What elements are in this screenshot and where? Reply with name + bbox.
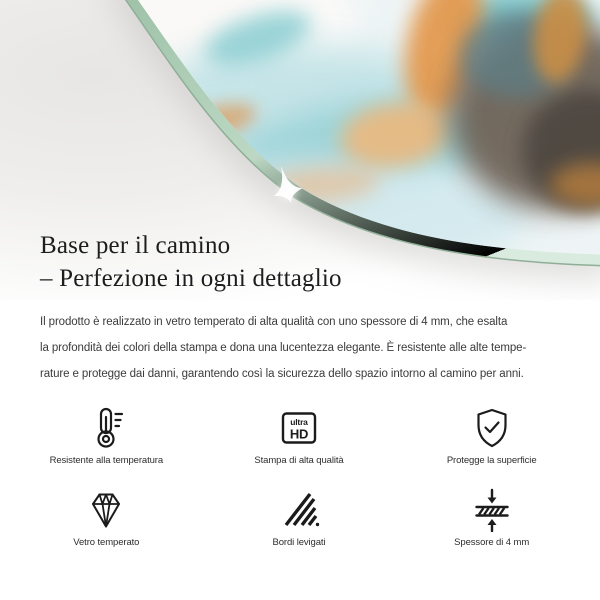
feature-label: Stampa di alta qualità (254, 455, 344, 466)
feature-grid (10, 404, 588, 554)
polished-edges-icon (277, 486, 321, 534)
description-line: Il prodotto è realizzato in vetro temperato di alta qualità con uno spessore di 4 mm, che esalta (40, 316, 508, 328)
feature-protection (395, 404, 588, 472)
feature-thickness (395, 486, 588, 554)
page-title (40, 229, 342, 295)
thermometer-icon (84, 404, 128, 452)
ultra-hd-icon (277, 404, 321, 452)
feature-label: Spessore di 4 mm (454, 537, 530, 548)
description-line: la profondità dei colori della stampa e dona una lucentezza elegante. È resistente alle alte tempe- (40, 342, 527, 354)
product-description (40, 309, 570, 387)
thickness-icon (470, 486, 514, 534)
description-line: rature e protegge dai danni, garantendo così la sicurezza dello spazio intorno al camino per anni. (40, 368, 524, 380)
title-line-2: – Perfezione in ogni dettaglio (40, 265, 342, 292)
feature-temperature (10, 404, 203, 472)
feature-polished-edges (203, 486, 396, 554)
ultra-hd-text-bottom: HD (289, 426, 309, 442)
title-line-1: Base per il camino (40, 232, 231, 259)
feature-label: Protegge la superficie (446, 455, 537, 466)
feature-print-quality (203, 404, 396, 472)
shield-check-icon (470, 404, 514, 452)
feature-label: Bordi levigati (272, 537, 326, 548)
feature-label: Vetro temperato (73, 537, 140, 548)
ultra-hd-text-top: ultra (290, 417, 308, 427)
feature-tempered-glass (10, 486, 203, 554)
feature-label: Resistente alla temperatura (49, 455, 164, 466)
diamond-icon (84, 486, 128, 534)
